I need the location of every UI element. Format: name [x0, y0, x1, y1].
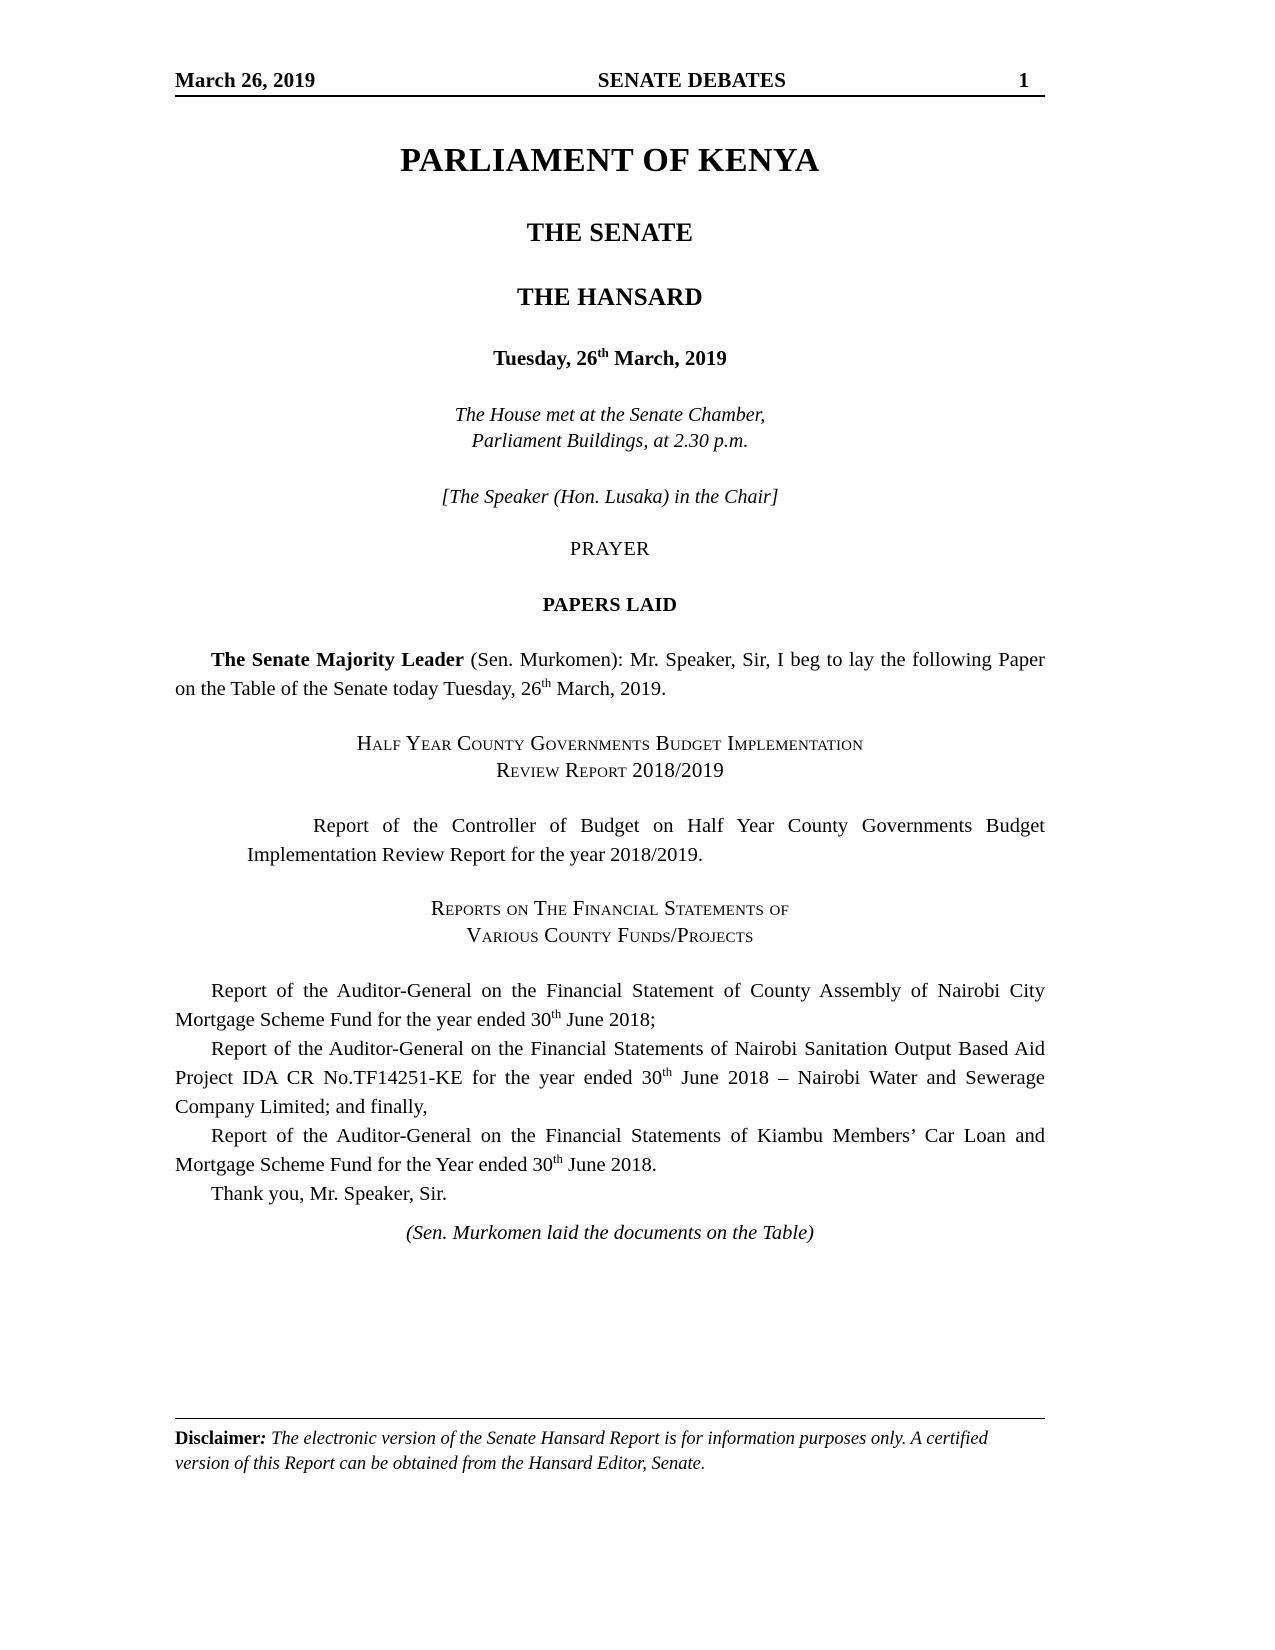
house-met-line-1: The House met at the Senate Chamber, [454, 404, 766, 426]
prayer-heading: PRAYER [569, 538, 651, 560]
auditor-report-2-ordinal: th [662, 1065, 673, 1080]
sitting-date-ordinal: th [597, 345, 609, 360]
heading-half-year-line-1: Half Year County Governments Budget Implementation [356, 731, 864, 755]
paragraph-auditor-general-reports [175, 977, 1045, 1209]
auditor-report-3-part-1: Report of the Auditor-General on the Financial Statements of Kiambu Members’ Car Loan and Mortgage Scheme Fund for the Year ended 30 [175, 1125, 1045, 1176]
auditor-report-3-ordinal: th [553, 1152, 563, 1167]
paragraph-controller-text: Report of the Controller of Budget on Half Year County Governments Budget Implementation Review Report for the year 2018/2019. [247, 815, 1045, 866]
hansard-page [175, 0, 1045, 1650]
speaker-name-majority-leader: The Senate Majority Leader [211, 649, 464, 671]
header-title: SENATE DEBATES [597, 68, 787, 92]
paragraph-majority-leader [175, 646, 1045, 704]
header-page-number: 1 [1018, 68, 1029, 92]
sitting-date-prefix: Tuesday, 26 [493, 346, 598, 370]
auditor-report-1-ordinal: th [551, 1007, 562, 1022]
heading-half-year-line-2: Review Report 2018/2019 [496, 758, 724, 782]
disclaimer-label-text: Disclaimer [175, 1429, 261, 1449]
section-heading-papers-laid: PAPERS LAID [542, 594, 678, 616]
title-the-senate: THE SENATE [526, 218, 694, 247]
paragraph-text-part-1: (Sen. Murkomen): Mr. Speaker, Sir, I beg to lay the following Paper on the Table of the Senate today Tuesday, 26 [175, 649, 1046, 700]
title-the-hansard: THE HANSARD [517, 284, 703, 311]
auditor-report-3-part-2: June 2018. [562, 1154, 657, 1176]
paragraph-ordinal: th [541, 676, 552, 691]
disclaimer-label [175, 1429, 266, 1449]
auditor-report-1-part-2: June 2018; [561, 1009, 656, 1031]
house-met-block [175, 402, 1045, 454]
chair-line: [The Speaker (Hon. Lusaka) in the Chair] [441, 486, 779, 508]
auditor-report-2-part-2: June 2018 – Nairobi Water and Sewerage Company Limited; and finally, [175, 1067, 1045, 1118]
heading-reports-financial-statements [175, 895, 1045, 949]
closing-note-documents-laid: (Sen. Murkomen laid the documents on the Table) [405, 1222, 815, 1244]
disclaimer-label-colon: : [260, 1429, 267, 1449]
auditor-report-thanks: Thank you, Mr. Speaker, Sir. [211, 1183, 448, 1205]
heading-reports-line-1: Reports on The Financial Statements of [430, 896, 790, 920]
paragraph-controller-of-budget [247, 812, 1045, 870]
sitting-date-suffix: March, 2019 [608, 346, 727, 370]
title-parliament-of-kenya: PARLIAMENT OF KENYA [400, 142, 820, 179]
heading-reports-line-2: Various County Funds/Projects [466, 923, 754, 947]
footer-disclaimer [175, 1418, 1045, 1477]
sitting-date [175, 346, 1045, 371]
disclaimer-text: The electronic version of the Senate Hansard Report is for information purposes only. A certified version of this Report can be obtained from the Hansard Editor, Senate. [175, 1429, 988, 1474]
paragraph-text-part-2: March, 2019. [551, 678, 667, 700]
house-met-line-2: Parliament Buildings, at 2.30 p.m. [471, 430, 749, 452]
heading-half-year-budget-report [175, 730, 1045, 784]
auditor-report-1-part-1: Report of the Auditor-General on the Financial Statement of County Assembly of Nairobi City Mortgage Scheme Fund for the year ended 30 [175, 980, 1045, 1031]
page-running-header [175, 68, 1045, 97]
auditor-report-2-part-1: Report of the Auditor-General on the Financial Statements of Nairobi Sanitation Output Based Aid Project IDA CR No.TF14251-KE for the year ended 30 [175, 1038, 1045, 1089]
header-date: March 26, 2019 [175, 68, 316, 92]
